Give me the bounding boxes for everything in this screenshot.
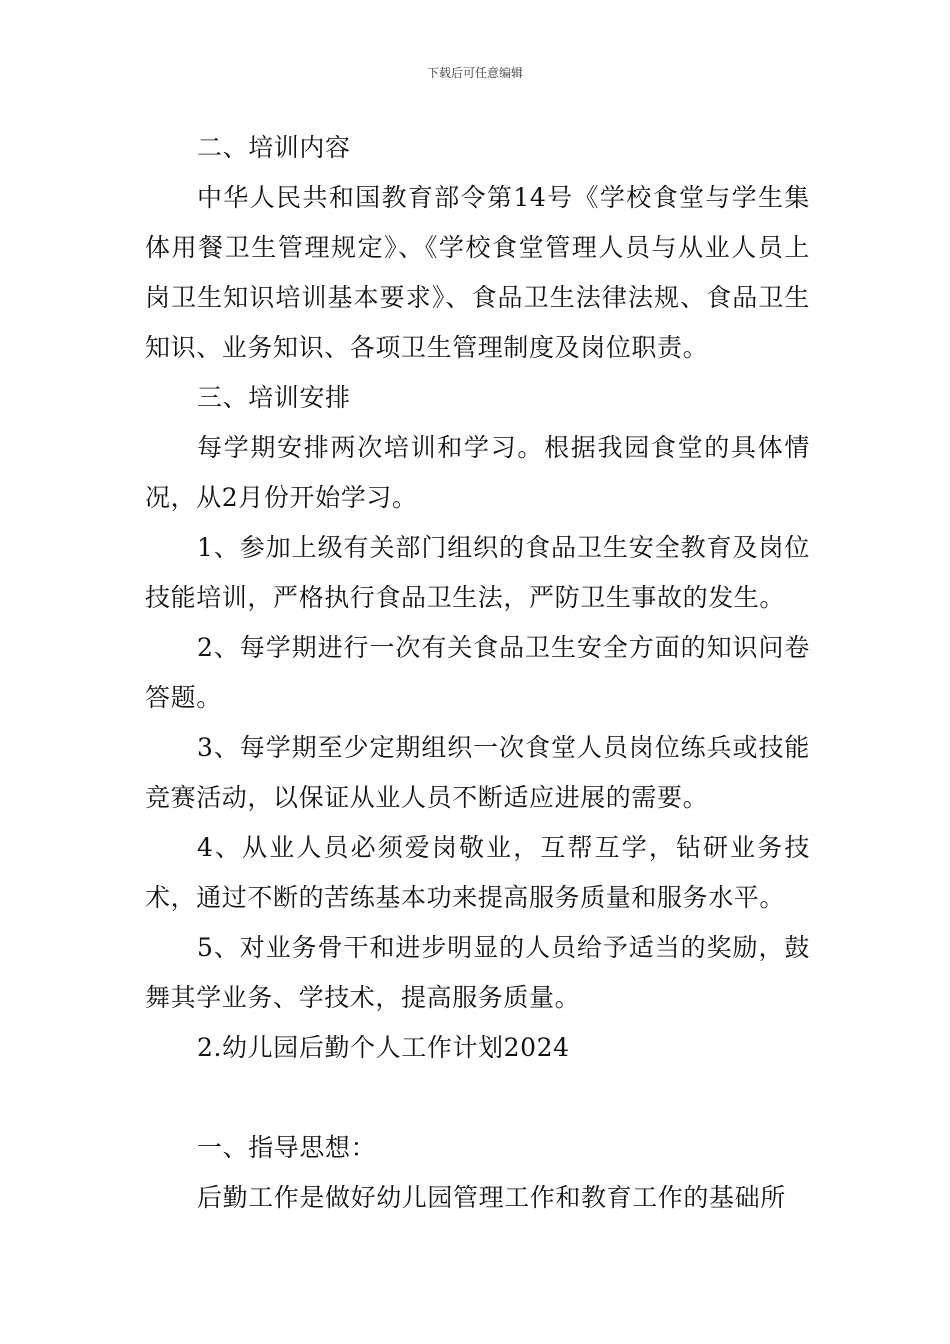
paragraph-training-schedule-intro: 每学期安排两次培训和学习。根据我园食堂的具体情况，从2月份开始学习。: [145, 433, 810, 512]
section-heading-guiding-ideology: 一、指导思想：: [197, 1133, 377, 1162]
document-title-next: 2.幼儿园后勤个人工作计划2024: [197, 1033, 570, 1062]
blank-line: [145, 1073, 810, 1123]
section-heading-training-content: 二、培训内容: [197, 133, 351, 162]
paragraph-guiding-ideology: 后勤工作是做好幼儿园管理工作和教育工作的基础所: [197, 1183, 786, 1212]
document-body: [145, 123, 810, 1223]
section-heading-training-schedule: 三、培训安排: [197, 383, 351, 412]
list-item: 4、从业人员必须爱岗敬业，互帮互学，钻研业务技术，通过不断的苦练基本功来提高服务质量和服务水平。: [145, 833, 810, 912]
list-item: 3、每学期至少定期组织一次食堂人员岗位练兵或技能竞赛活动，以保证从业人员不断适应进展的需要。: [145, 733, 810, 812]
list-item: 1、参加上级有关部门组织的食品卫生安全教育及岗位技能培训，严格执行食品卫生法，严防卫生事故的发生。: [145, 533, 810, 612]
list-item: 2、每学期进行一次有关食品卫生安全方面的知识问卷答题。: [145, 633, 810, 712]
list-item: 5、对业务骨干和进步明显的人员给予适当的奖励，鼓舞其学业务、学技术，提高服务质量。: [145, 933, 810, 1012]
paragraph-training-content: 中华人民共和国教育部令第14号《学校食堂与学生集体用餐卫生管理规定》、《学校食堂管理人员与从业人员上岗卫生知识培训基本要求》、食品卫生法律法规、食品卫生知识、业务知识、各项卫生管理制度及岗位职责。: [145, 183, 810, 362]
page-header-note: 下载后可任意编辑: [426, 66, 523, 80]
